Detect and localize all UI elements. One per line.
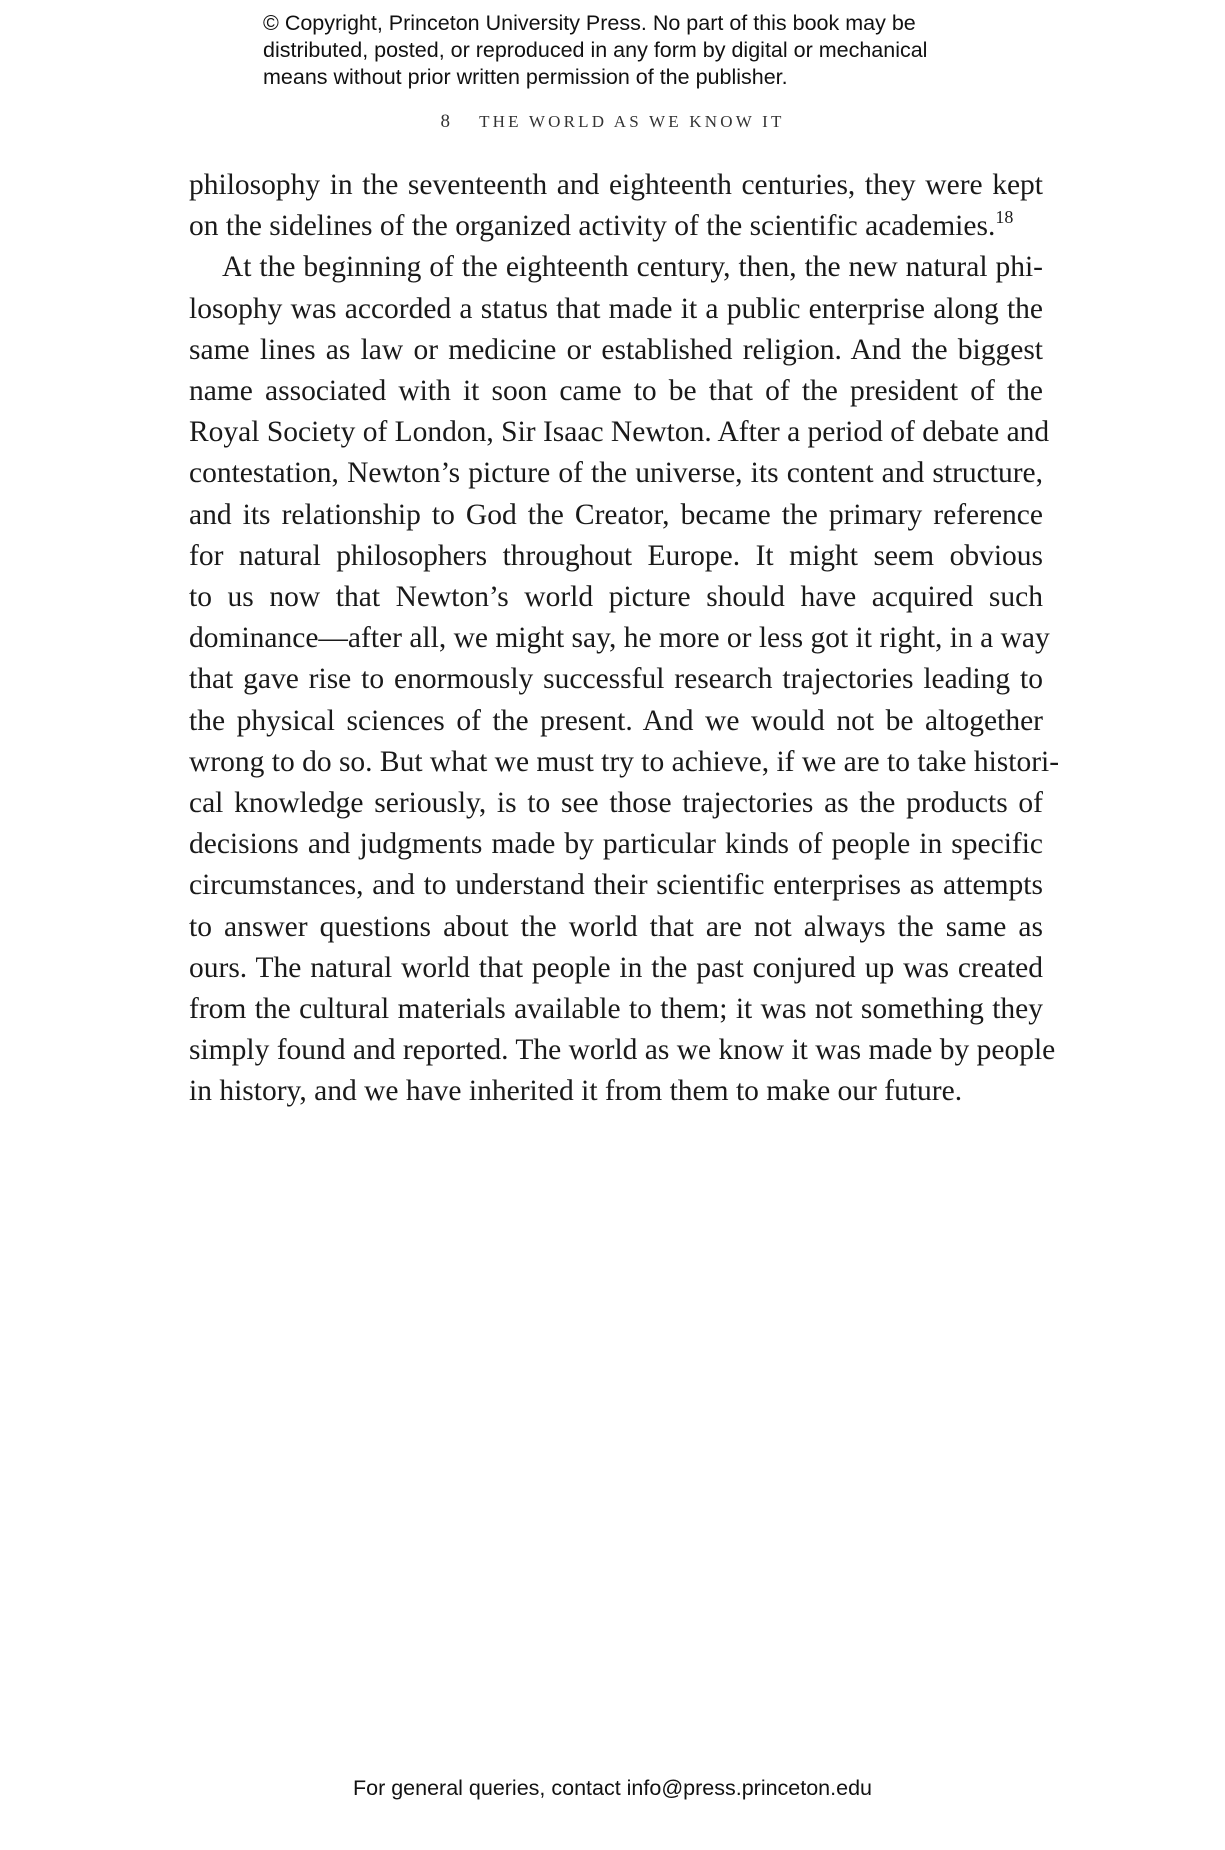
text-line: losophy was accorded a status that made it a public enterprise along the [189,292,1043,325]
text-line: that gave rise to enormously successful research trajectories leading to [189,663,1043,696]
text-line: cal knowledge seriously, is to see those trajectories as the products of [189,787,1043,820]
text-line: ours. The natural world that people in the past conjured up was created [189,951,1043,984]
text-line: philosophy in the seventeenth and eighteenth centuries, they were kept [189,169,1043,201]
running-head-title: THE WORLD AS WE KNOW IT [479,112,785,131]
text-line: in history, and we have inherited it from them to make our future. [189,1075,963,1108]
text-line: decisions and judgments made by particular kinds of people in specific [189,828,1043,861]
text-line: Royal Society of London, Sir Isaac Newton. After a period of debate and [189,416,1050,449]
text-line: name associated with it soon came to be that of the president of the [189,375,1043,408]
text-line: wrong to do so. But what we must try to achieve, if we are to take histori- [189,745,1060,778]
text-line: dominance—after all, we might say, he more or less got it right, in a way [189,622,1050,655]
text-line: same lines as law or medicine or established religion. And the biggest [189,333,1043,366]
paragraph [189,165,1043,247]
body-text [189,165,1060,1113]
footer-contact: For general queries, contact info@press.princeton.edu [352,1776,872,1800]
text-line: At the beginning of the eighteenth century, then, the new natural phi- [222,251,1043,284]
page-number: 8 [440,111,450,132]
text-line: the physical sciences of the present. And we would not be altogether [189,704,1043,737]
copyright-line: © Copyright, Princeton University Press. No part of this book may be [263,11,916,35]
text-line: and its relationship to God the Creator, became the primary reference [189,498,1043,531]
text-line [189,206,1043,247]
paragraph [189,247,1060,1112]
copyright-line: distributed, posted, or reproduced in any form by digital or mechanical [263,38,928,62]
text-line: simply found and reported. The world as we know it was made by people [189,1034,1056,1067]
text-line: circumstances, and to understand their scientific enterprises as attempts [189,869,1043,902]
text-line: from the cultural materials available to them; it was not something they [189,993,1043,1026]
running-head [0,111,1225,133]
text-line-content: on the sidelines of the organized activity of the scientific academies. [189,210,996,243]
copyright-line: means without prior written permission of the publisher. [263,65,788,89]
text-line: contestation, Newton’s picture of the universe, its content and structure, [189,457,1043,490]
text-line: to us now that Newton’s world picture should have acquired such [189,581,1043,614]
footnote-ref[interactable]: 18 [995,207,1014,228]
copyright-notice [263,10,1023,91]
text-line: for natural philosophers throughout Europe. It might seem obvious [189,539,1043,572]
text-line: to answer questions about the world that are not always the same as [189,910,1043,943]
